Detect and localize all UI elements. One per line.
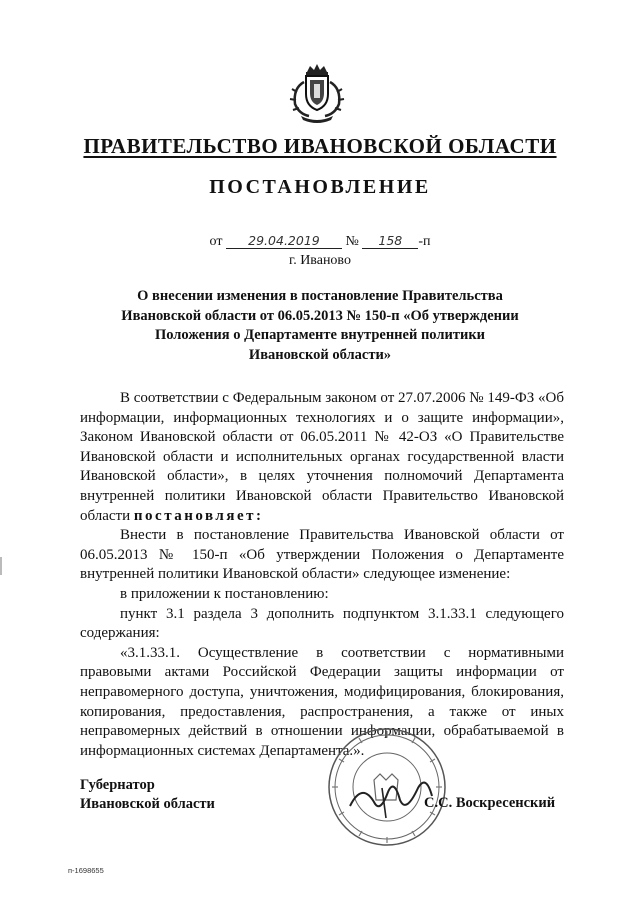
government-title: ПРАВИТЕЛЬСТВО ИВАНОВСКОЙ ОБЛАСТИ [83, 134, 557, 158]
scan-margin-mark [0, 557, 2, 575]
signatory-position [80, 776, 215, 814]
ivanovo-coat-of-arms-icon [287, 62, 347, 124]
serial-number: п-1698655 [68, 866, 104, 875]
resolves-word: постановляет: [133, 507, 264, 524]
position-line: Ивановской области [80, 796, 215, 812]
preamble-text: В соответствии с Федеральным законом от 27.07.2006 № 149-ФЗ «Об информации, информационных технологиях и о защите информации», Законом Ивановской области от 06.05.2011 № 42-ОЗ «О Правительстве Ивановской области и исполнительных органах государственной власти Ивановской области», в целях уточнения полномочий Департамента внутренней политики Ивановской области Правительство Ивановской области [80, 390, 564, 524]
body-paragraph: «3.1.33.1. Осуществление в соответствии с нормативными правовыми актами Российской Федерации защиты информации от неправомерного доступа, уничтожения, модифицирования, блокирования, копирования, предоставления, распространения, а также от иных неправомерных действий в отношении информации, обрабатываемой в информационных системах Департамента.». [80, 644, 564, 759]
subject-line: Положения о Департаменте внутренней политики [154, 327, 486, 343]
document-subject [80, 287, 560, 365]
subject-line: Ивановской области» [248, 346, 392, 363]
body-paragraph [80, 389, 564, 526]
number-label: № [345, 234, 359, 249]
position-line: Губернатор [80, 777, 155, 793]
subject-line: О внесении изменения в постановление Правительства [137, 288, 503, 304]
document-type-title: ПОСТАНОВЛЕНИЕ [209, 176, 431, 198]
number-suffix: -п [418, 234, 431, 249]
handwritten-number: 158 [362, 233, 418, 249]
subject-line: Ивановской области от 06.05.2013 № 150-п «Об утверждении [121, 307, 519, 324]
document-body [80, 389, 564, 761]
body-paragraph: в приложении к постановлению: [120, 585, 329, 602]
official-seal-icon [322, 722, 452, 852]
signer-name: С.С. Воскресенский [424, 795, 556, 811]
body-paragraph: пункт 3.1 раздела 3 дополнить подпунктом 3.1.33.1 следующего содержания: [80, 605, 564, 642]
date-number-line [0, 233, 640, 250]
city-line: г. Иваново [289, 253, 351, 268]
body-paragraph: Внести в постановление Правительства Ивановской области от 06.05.2013 № 150-п «Об утверждении Положения о Департаменте внутренней политики Ивановской области» следующее изменение: [80, 527, 564, 583]
handwritten-date: 29.04.2019 [226, 233, 342, 249]
from-label: от [209, 234, 223, 249]
